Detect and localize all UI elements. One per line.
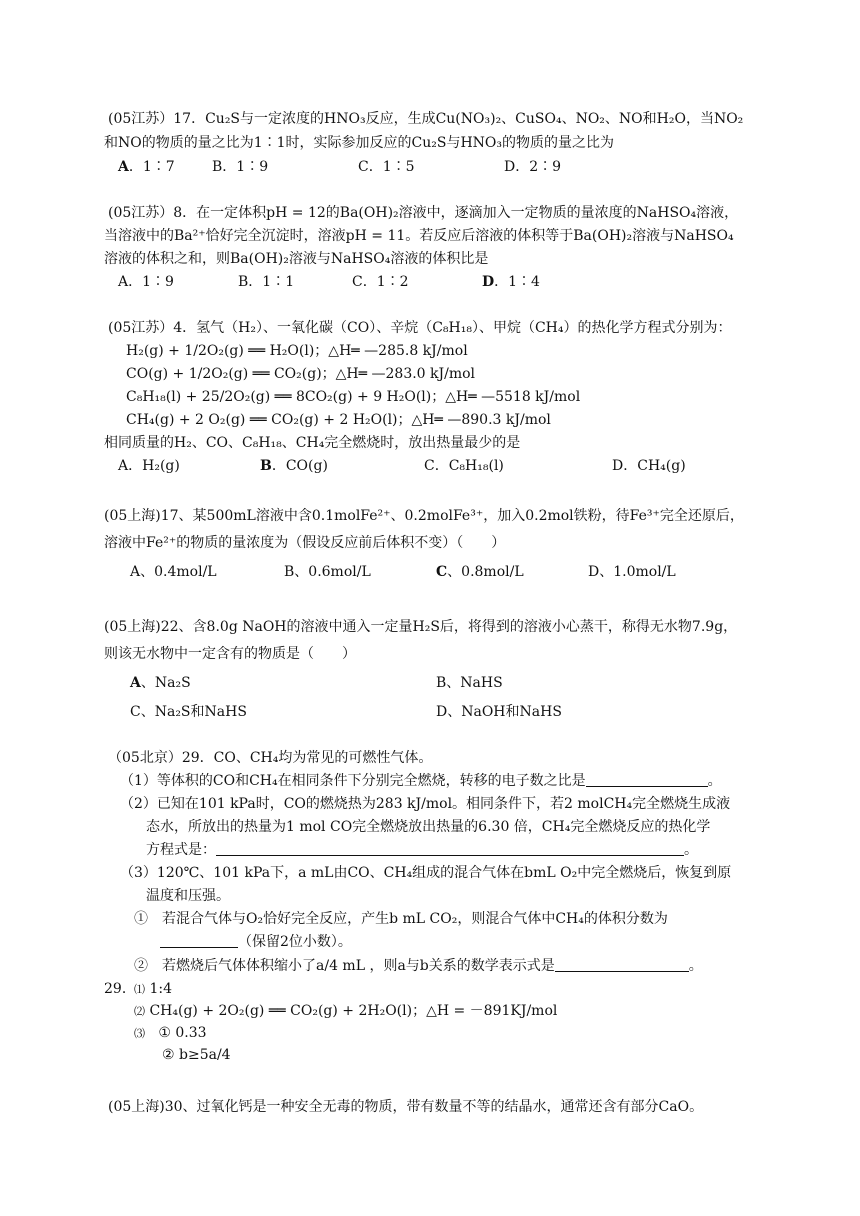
q1-line1: (05江苏）17．Cu₂S与一定浓度的HNO₃反应，生成Cu(NO₃)₂、CuSO₄、NO₂、NO和H₂O，当NO₂ xyxy=(108,111,744,127)
q2-option-d: D．1∶4 xyxy=(482,274,540,290)
q2-option-b: B．1∶1 xyxy=(238,274,295,290)
q3-option-b: B．CO(g) xyxy=(260,458,328,474)
answer-3: ⑶ ① 0.33 xyxy=(134,1025,207,1041)
q4-option-b: B、0.6mol/L xyxy=(284,564,371,580)
q3-eq4: CH₄(g) + 2 O₂(g) ══ CO₂(g) + 2 H₂O(l)；△H═ —890.3 kJ/mol xyxy=(126,412,551,428)
q3-line1: (05江苏）4．氢气（H₂）、一氧化碳（CO）、辛烷（C₈H₁₈）、甲烷（CH₄）的热化学方程式分别为： xyxy=(108,320,732,336)
answer-blank-4 xyxy=(555,957,689,972)
q1-option-d: D．2∶9 xyxy=(504,159,562,175)
q3-line2: 相同质量的H₂、CO、C₈H₁₈、CH₄完全燃烧时，放出热量最少的是 xyxy=(104,435,521,451)
q4-option-c: C、0.8mol/L xyxy=(436,564,524,580)
answer-blank-3 xyxy=(160,933,238,948)
q4-line1: (05上海)17、某500mL溶液中含0.1molFe²⁺、0.2molFe³⁺，加入0.2mol铁粉，待Fe³⁺完全还原后， xyxy=(104,508,744,524)
q6-part3b: 温度和压强。 xyxy=(146,888,230,904)
q4-option-a: A、0.4mol/L xyxy=(130,564,217,580)
q1-option-c: C．1∶5 xyxy=(358,159,415,175)
q7-line1: (05上海)30、过氧化钙是一种安全无毒的物质，带有数量不等的结晶水，通常还含有部分CaO。 xyxy=(108,1099,704,1115)
answer-number: 29． xyxy=(104,981,136,997)
q2-line2: 当溶液中的Ba²⁺恰好完全沉淀时，溶液pH = 11。若反应后溶液的体积等于Ba(OH)₂溶液与NaHSO₄ xyxy=(104,228,734,244)
q3-eq1: H₂(g) + 1/2O₂(g) ══ H₂O(l)；△H═ —285.8 kJ/mol xyxy=(126,343,468,359)
q3-option-c: C．C₈H₁₈(l) xyxy=(424,458,504,474)
q5-line2: 则该无水物中一定含有的物质是（ ） xyxy=(104,646,356,662)
q4-option-d: D、1.0mol/L xyxy=(588,564,676,580)
q6-part2b: 态水，所放出的热量为1 mol CO完全燃烧放出热量的6.30 倍，CH₄完全燃烧反应的热化学 xyxy=(146,819,711,835)
q2-option-a: A．1∶9 xyxy=(118,274,174,290)
q3-option-a: A．H₂(g) xyxy=(118,458,180,474)
q6-part2a: （2）已知在101 kPa时，CO的燃烧热为283 kJ/mol。相同条件下，若2 molCH₄完全燃烧生成液 xyxy=(120,796,731,812)
q5-line1: (05上海)22、含8.0g NaOH的溶液中通入一定量H₂S后，将得到的溶液小心蒸干，称得无水物7.9g， xyxy=(104,619,738,635)
q6-sub2: ② 若燃烧后气体体积缩小了a/4 mL ，则a与b关系的数学表示式是 。 xyxy=(134,958,703,974)
q6-part2c: 方程式是： 。 xyxy=(146,842,698,858)
q2-line3: 溶液的体积之和，则Ba(OH)₂溶液与NaHSO₄溶液的体积比是 xyxy=(104,251,489,267)
q2-option-c: C．1∶2 xyxy=(352,274,409,290)
answer-2: ⑵ CH₄(g) + 2O₂(g) ══ CO₂(g) + 2H₂O(l)；△H = －891KJ/mol xyxy=(134,1003,558,1019)
q5-option-a: A、Na₂S xyxy=(130,675,191,691)
q6-line1: （05北京）29．CO、CH₄均为常见的可燃性气体。 xyxy=(108,750,433,766)
q2-line1: (05江苏）8．在一定体积pH = 12的Ba(OH)₂溶液中，逐滴加入一定物质的量浓度的NaHSO₄溶液， xyxy=(108,205,739,221)
answer-blank-2 xyxy=(216,841,684,856)
answer-blank-1 xyxy=(586,772,708,787)
q5-option-b: B、NaHS xyxy=(436,675,503,691)
q6-sub1b: （保留2位小数）。 xyxy=(160,933,352,951)
q5-option-c: C、Na₂S和NaHS xyxy=(130,704,247,720)
q3-option-d: D．CH₄(g) xyxy=(612,458,686,474)
q6-part1: （1）等体积的CO和CH₄在相同条件下分别完全燃烧，转移的电子数之比是 。 xyxy=(120,773,722,789)
answer-1: ⑴ 1:4 xyxy=(134,981,172,997)
q3-eq2: CO(g) + 1/2O₂(g) ══ CO₂(g)；△H═ —283.0 kJ/mol xyxy=(126,366,476,382)
q6-part3a: （3）120℃、101 kPa下，a mL由CO、CH₄组成的混合气体在bmL O₂中完全燃烧后，恢复到原 xyxy=(120,865,732,881)
q1-option-b: B．1∶9 xyxy=(212,159,269,175)
q1-line2: 和NO的物质的量之比为1∶1时，实际参加反应的Cu₂S与HNO₃的物质的量之比为 xyxy=(104,135,615,151)
q5-option-d: D、NaOH和NaHS xyxy=(436,704,562,720)
q6-sub1a: ① 若混合气体与O₂恰好完全反应，产生b mL CO₂，则混合气体中CH₄的体积分数为 xyxy=(134,911,668,927)
q3-eq3: C₈H₁₈(l) + 25/2O₂(g) ══ 8CO₂(g) + 9 H₂O(l)；△H═ —5518 kJ/mol xyxy=(126,389,581,405)
answer-3-2: ② b≥5a/4 xyxy=(162,1047,231,1063)
q1-option-a: A．1∶7 xyxy=(118,159,175,175)
q4-line2: 溶液中Fe²⁺的物质的量浓度为（假设反应前后体积不变）（ ） xyxy=(104,535,506,551)
